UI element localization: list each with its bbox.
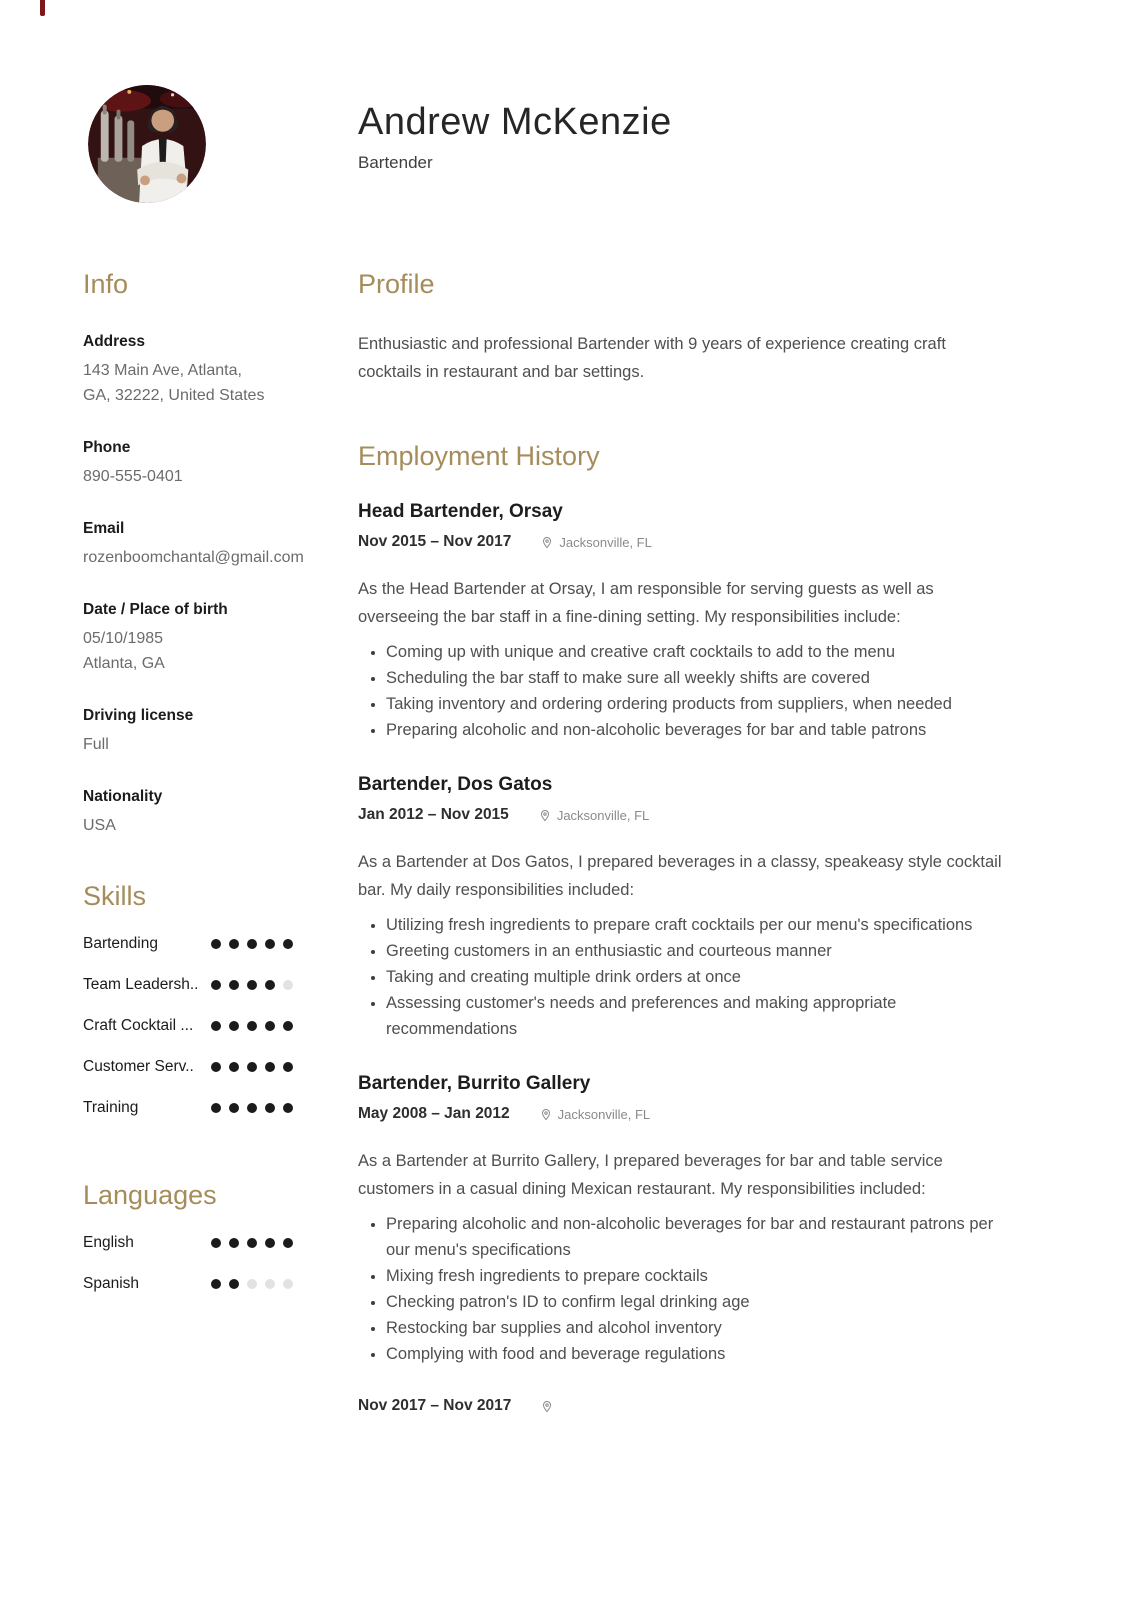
info-item <box>83 706 318 757</box>
rating-dot <box>283 980 293 990</box>
rating-dot <box>247 1279 257 1289</box>
job-bullet-list <box>358 1211 1048 1367</box>
info-value-line: USA <box>83 817 116 834</box>
rating-dot <box>283 1062 293 1072</box>
profile-heading: Profile <box>358 269 435 299</box>
skill-row-label: Bartending <box>83 935 158 952</box>
rating-dot <box>283 1021 293 1031</box>
info-label: Email <box>83 520 125 537</box>
rating-dots <box>203 1021 293 1031</box>
rating-dot <box>283 939 293 949</box>
job-location-text: Jacksonville, FL <box>557 1106 651 1122</box>
sidebar <box>83 0 318 1293</box>
info-value <box>83 813 318 838</box>
info-item <box>83 519 318 570</box>
job-dateline <box>358 1397 1048 1415</box>
job-description: As a Bartender at Dos Gatos, I prepared beverages in a classy, speakeasy style cocktail bar. My daily responsibilities included: <box>358 853 1002 899</box>
info-value <box>83 358 318 408</box>
job-location <box>541 535 651 550</box>
rating-dot <box>229 1103 239 1113</box>
rating-dot <box>247 939 257 949</box>
job-title: Head Bartender, Orsay <box>358 501 563 522</box>
rating-dot <box>283 1279 293 1289</box>
info-value-line: rozenboomchantal@gmail.com <box>83 549 304 566</box>
info-value-line: Atlanta, GA <box>83 655 165 672</box>
job-entry <box>358 1397 1048 1415</box>
job-bullet: • Coming up with unique and creative craft cocktails to add to the menu <box>386 639 1016 665</box>
job-bullet: • Taking and creating multiple drink orders at once <box>386 964 1016 990</box>
rating-dot <box>229 1062 239 1072</box>
info-label: Date / Place of birth <box>83 601 228 618</box>
skill-row <box>83 1098 293 1117</box>
rating-dot <box>265 1021 275 1031</box>
rating-dot <box>211 1021 221 1031</box>
info-value-line: 143 Main Ave, Atlanta, <box>83 362 242 379</box>
person-job-title: Bartender <box>358 153 433 172</box>
languages-heading: Languages <box>83 1180 217 1210</box>
rating-dot <box>211 939 221 949</box>
rating-dots <box>203 939 293 949</box>
skill-row-label: Training <box>83 1099 139 1116</box>
job-title: Bartender, Dos Gatos <box>358 774 553 795</box>
language-row <box>83 1274 293 1293</box>
info-label: Driving license <box>83 707 194 724</box>
rating-dots <box>203 980 293 990</box>
info-label: Nationality <box>83 788 163 805</box>
job-bullet: • Assessing customer's needs and preferences and making appropriate recommendations <box>386 990 1016 1042</box>
info-heading: Info <box>83 269 129 299</box>
rating-dot <box>265 1103 275 1113</box>
rating-dots <box>203 1279 293 1289</box>
job-description: As a Bartender at Burrito Gallery, I prepared beverages for bar and table service customers in a casual dining Mexican restaurant. My responsibilities included: <box>358 1152 943 1198</box>
job-entry <box>358 500 1048 743</box>
rating-dot <box>211 1279 221 1289</box>
rating-dot <box>265 980 275 990</box>
job-bullet: • Complying with food and beverage regulations <box>386 1341 1016 1367</box>
job-entry <box>358 1072 1048 1367</box>
skill-row <box>83 934 293 953</box>
job-bullet: • Mixing fresh ingredients to prepare cocktails <box>386 1263 1016 1289</box>
rating-dot <box>229 1279 239 1289</box>
skill-row <box>83 975 293 994</box>
info-item <box>83 600 318 676</box>
rating-dots <box>203 1103 293 1113</box>
info-value <box>83 464 318 489</box>
info-value-line: GA, 32222, United States <box>83 387 265 404</box>
job-bullet-list <box>358 912 1048 1042</box>
location-pin-icon <box>540 1108 552 1121</box>
job-bullet: • Scheduling the bar staff to make sure all weekly shifts are covered <box>386 665 1016 691</box>
job-dates: Nov 2015 – Nov 2017 <box>358 533 512 550</box>
job-bullet-list <box>358 639 1048 743</box>
person-name: Andrew McKenzie <box>358 101 672 143</box>
job-bullet: • Taking inventory and ordering ordering products from suppliers, when needed <box>386 691 1016 717</box>
job-dateline <box>358 1105 1048 1123</box>
job-bullet: • Greeting customers in an enthusiastic and courteous manner <box>386 938 1016 964</box>
language-row-label: Spanish <box>83 1275 140 1292</box>
job-location-text: Jacksonville, FL <box>556 807 650 823</box>
rating-dot <box>247 1021 257 1031</box>
rating-dots <box>203 1062 293 1072</box>
job-bullet: • Preparing alcoholic and non-alcoholic beverages for bar and restaurant patrons per our menu's specifications <box>386 1211 1016 1263</box>
job-location <box>539 808 649 823</box>
job-location-text: Jacksonville, FL <box>559 534 652 550</box>
skills-list <box>83 934 318 1117</box>
rating-dot <box>229 980 239 990</box>
rating-dot <box>211 980 221 990</box>
language-row-label: English <box>83 1234 134 1251</box>
location-pin-icon <box>541 536 553 549</box>
rating-dot <box>247 1103 257 1113</box>
main-column <box>358 0 1048 1415</box>
info-items <box>83 332 318 838</box>
rating-dot <box>229 1021 239 1031</box>
rating-dot <box>211 1238 221 1248</box>
job-bullet: • Checking patron's ID to confirm legal drinking age <box>386 1289 1016 1315</box>
language-row <box>83 1233 293 1252</box>
info-value-line: Full <box>83 736 109 753</box>
rating-dot <box>247 1238 257 1248</box>
rating-dot <box>283 1103 293 1113</box>
job-bullet: • Preparing alcoholic and non-alcoholic beverages for bar and table patrons <box>386 717 1016 743</box>
job-bullet: • Restocking bar supplies and alcohol inventory <box>386 1315 1016 1341</box>
info-value <box>83 732 318 757</box>
info-value-line: 890-555-0401 <box>83 468 183 485</box>
rating-dot <box>265 939 275 949</box>
employment-jobs <box>358 500 1048 1415</box>
info-value <box>83 545 318 570</box>
employment-heading: Employment History <box>358 441 600 471</box>
info-item <box>83 787 318 838</box>
rating-dot <box>265 1238 275 1248</box>
rating-dot <box>229 939 239 949</box>
job-dates: Nov 2017 – Nov 2017 <box>358 1397 512 1414</box>
info-value <box>83 626 318 676</box>
rating-dot <box>247 980 257 990</box>
skill-row <box>83 1016 293 1035</box>
location-pin-icon <box>539 809 551 822</box>
info-label: Phone <box>83 439 131 456</box>
skill-row-label: Team Leadersh.. <box>83 976 199 993</box>
rating-dot <box>211 1103 221 1113</box>
job-dates: May 2008 – Jan 2012 <box>358 1105 510 1122</box>
job-location <box>541 1400 559 1413</box>
rating-dot <box>211 1062 221 1072</box>
skill-row-label: Craft Cocktail ... <box>83 1017 194 1034</box>
info-item <box>83 438 318 489</box>
rating-dot <box>265 1279 275 1289</box>
job-location <box>540 1107 650 1122</box>
skills-heading: Skills <box>83 881 147 911</box>
job-entry <box>358 773 1048 1042</box>
location-pin-icon <box>541 1400 553 1413</box>
languages-list <box>83 1233 318 1293</box>
job-dateline <box>358 533 1048 551</box>
rating-dot <box>283 1238 293 1248</box>
page-edge-mark <box>40 0 45 16</box>
skill-row <box>83 1057 293 1076</box>
profile-summary: Enthusiastic and professional Bartender with 9 years of experience creating craft cocktails in restaurant and bar settings. <box>358 335 946 381</box>
skill-row-label: Customer Serv.. <box>83 1058 194 1075</box>
rating-dot <box>247 1062 257 1072</box>
job-dates: Jan 2012 – Nov 2015 <box>358 806 509 823</box>
rating-dot <box>265 1062 275 1072</box>
job-description: As the Head Bartender at Orsay, I am responsible for serving guests as well as overseeing the bar staff in a fine-dining setting. My responsibilities include: <box>358 580 934 626</box>
info-item <box>83 332 318 408</box>
job-bullet: • Utilizing fresh ingredients to prepare craft cocktails per our menu's specifications <box>386 912 1016 938</box>
rating-dot <box>229 1238 239 1248</box>
job-dateline <box>358 806 1048 824</box>
info-value-line: 05/10/1985 <box>83 630 164 647</box>
info-label: Address <box>83 333 146 350</box>
job-title: Bartender, Burrito Gallery <box>358 1073 591 1094</box>
rating-dots <box>203 1238 293 1248</box>
